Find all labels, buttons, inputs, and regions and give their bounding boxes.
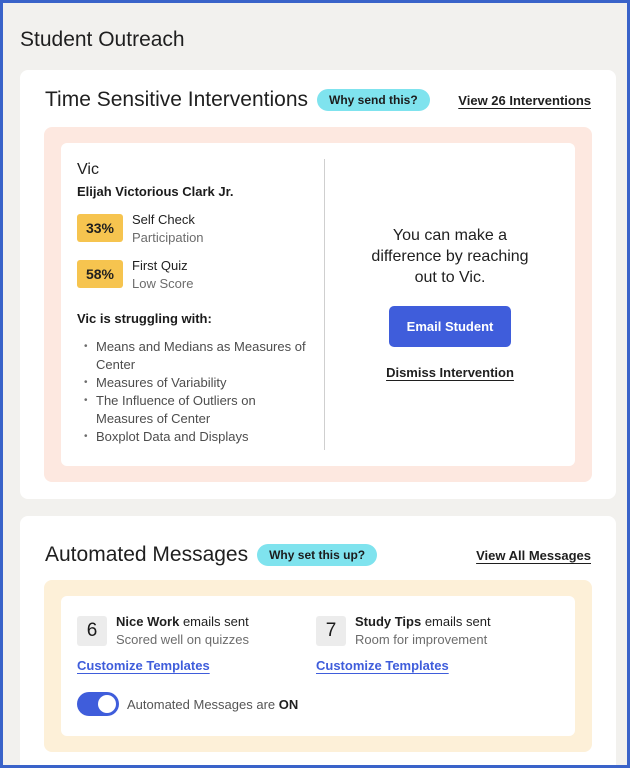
nice-work-stat [77,614,307,675]
list-item: • The Influence of Outliers on Measures of Center [77,392,309,428]
cta-message: You can make a difference by reaching out to Vic. [371,227,529,286]
count-badge: 6 [77,616,107,646]
interventions-card [20,70,616,499]
student-nickname: Vic [77,161,99,178]
student-summary [77,161,309,446]
dismiss-intervention-link[interactable]: Dismiss Intervention [386,365,514,380]
stat-description: Scored well on quizzes [116,632,249,647]
score-badge: 33% [77,214,123,242]
metric-detail: Participation [132,230,204,245]
metric-first-quiz [77,258,309,291]
customize-templates-link[interactable]: Customize Templates [77,658,210,673]
study-tips-stat [316,614,546,675]
interventions-title: Time Sensitive Interventions [45,88,309,111]
list-item: • Measures of Variability [77,374,309,392]
email-student-button[interactable]: Email Student [389,306,511,347]
stat-title [116,614,249,629]
why-set-up-pill[interactable]: Why set this up? [257,544,377,566]
struggling-heading: Vic is struggling with: [77,311,212,326]
student-full-name: Elijah Victorious Clark Jr. [77,184,234,199]
automated-panel [44,580,592,752]
interventions-header [45,86,591,114]
toggle-label [127,697,298,712]
automated-header [45,542,591,568]
stat-suffix: emails sent [179,614,249,629]
score-badge: 58% [77,260,123,288]
struggling-topics-list [77,338,309,446]
stat-type: Study Tips [355,614,422,629]
list-item: • Means and Medians as Measures of Center [77,338,309,374]
automated-messages-toggle[interactable] [77,692,119,716]
view-all-messages-link[interactable]: View All Messages [476,547,591,563]
toggle-label-text: Automated Messages are [127,696,279,712]
metric-detail: Low Score [132,276,194,291]
page-title: Student Outreach [20,28,185,51]
automated-title: Automated Messages [45,543,249,566]
metric-name: Self Check [132,212,195,227]
list-item: • Boxplot Data and Displays [77,428,309,446]
stat-suffix: emails sent [421,614,491,629]
metric-self-check [77,212,309,245]
stat-description: Room for improvement [355,632,488,647]
metric-name: First Quiz [132,258,188,273]
why-send-pill[interactable]: Why send this? [317,89,430,111]
toggle-knob [98,695,116,713]
intervention-panel [44,127,592,482]
intervention-card [61,143,575,466]
automated-messages-card [20,516,616,768]
automated-toggle-row [77,692,298,716]
automated-summary [61,596,575,736]
stat-type: Nice Work [116,614,180,629]
view-interventions-link[interactable]: View 26 Interventions [458,92,591,108]
stat-title [355,614,491,629]
count-badge: 7 [316,616,346,646]
customize-templates-link[interactable]: Customize Templates [316,658,449,673]
toggle-state: ON [278,696,299,712]
outreach-cta [325,225,575,380]
